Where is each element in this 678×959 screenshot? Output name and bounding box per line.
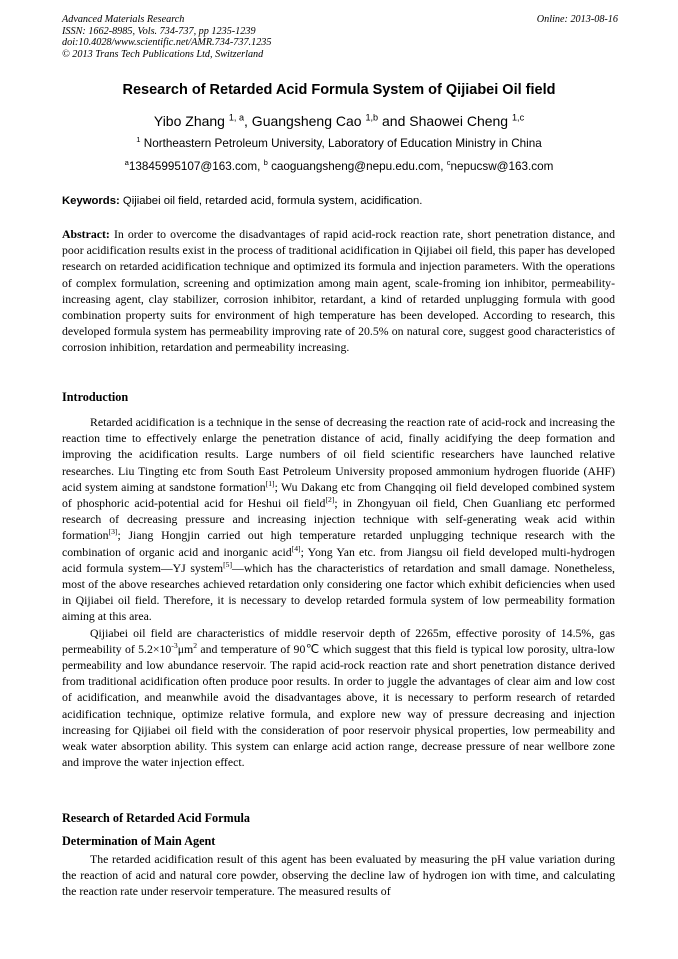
citation[interactable]: [1] [265, 478, 275, 488]
author-name: Yibo Zhang [153, 113, 229, 129]
abstract-text: In order to overcome the disadvantages of rapid acid-rock reaction rate, short penetration distance, and poor acidification results exist in the process of traditional acidification in Qijiabei oil field, this paper has developed research on retarded acidification technique and optimized its formula and injection parameters. With the operations of complex formulation, screening and optimization among main agent, scale-froming ion inhibitor, permeability-increasing agent, clay stabilizer, corrosion inhibitor, retardant, a kind of retarded unplugging formula with good combination property suits for environment of high temperature has been developed. According to research, this developed formula system has permeability improving rate of 20.5% on natural core, suggest good characteristics of corrosion inhibition, retardation and permeability increasing. [62, 227, 615, 355]
text-run: —which has the characteristics of retardation and small damage. Nonetheless, most of the above researches achieved retardation only considering one factor which exhibit deficiencies when used in Qijiabei oil field. Therefore, it is necessary to develop retarded formula system of low permeability formation aiming at this area. [62, 560, 615, 624]
affil-sup: 1 [136, 135, 141, 145]
citation[interactable]: [5] [223, 559, 233, 569]
keywords [62, 195, 618, 207]
author-name: , Guangsheng Cao [244, 113, 366, 129]
keywords-label: Keywords: [62, 195, 120, 207]
paragraph [62, 414, 615, 625]
affiliation [40, 137, 638, 150]
author-affil-sup: 1, a [228, 112, 245, 123]
paragraph [62, 625, 615, 771]
text-run: Retarded acidification is a technique in the sense of decreasing the reaction rate of acid-rock and increasing the reaction time to effectively enlarge the penetration distance of acid, finally acidifying the deep formation and improving the acidification results. Large numbers of oil field scientific researchers have launched relative researches. Liu Tingting etc from South East Petroleum University proposed ammonium hydrogen fluoride (AHF) acid system aiming at sandstone formation [62, 415, 615, 494]
author-affil-sup: 1,b [365, 112, 379, 123]
section-heading-research: Research of Retarded Acid Formula [62, 811, 250, 825]
text-run: Qijiabei oil field are characteristics of middle reservoir depth of 2265m, effective porosity of 14.5%, gas permeability of 5.2×10 [62, 625, 615, 656]
citation[interactable]: [3] [108, 527, 118, 537]
text-run: ; in Zhongyuan oil field, Chen Guanliang etc performed research of decreasing pressure and increasing injection technique with self-generating weak acid within formation [62, 496, 615, 543]
citation[interactable]: [2] [325, 495, 335, 505]
author-name: and Shaowei Cheng [378, 113, 512, 129]
email-link: caoguangsheng@nepu.edu.com, [267, 160, 447, 173]
copyright-line: © 2013 Trans Tech Publications Ltd, Switzerland [62, 48, 264, 60]
abstract-label: Abstract: [62, 227, 110, 241]
journal-name: Advanced Materials Research [62, 14, 185, 25]
author-list [40, 113, 638, 129]
paragraph: The retarded acidification result of this agent has been evaluated by measuring the pH value variation during the reaction of acid and natural core powder, observing the decline law of hydrogen ion with time, and calculating the reaction rate under reservoir temperature. The measured results of [62, 852, 615, 899]
affil-text: Northeastern Petroleum University, Laboratory of Education Ministry in China [140, 137, 542, 150]
online-date: Online: 2013-08-16 [536, 14, 618, 25]
section-heading-introduction: Introduction [62, 390, 129, 404]
email-sup: b [263, 158, 268, 168]
issn-line: ISSN: 1662-8985, Vols. 734-737, pp 1235-1239 [62, 25, 256, 37]
email-link: 13845995107@163.com, [128, 160, 264, 173]
abstract [62, 226, 615, 356]
journal-header [62, 14, 618, 60]
citation[interactable]: [4] [291, 543, 301, 553]
exponent: 2 [193, 640, 198, 650]
author-affil-sup: 1,c [511, 112, 525, 123]
section2-body [62, 851, 615, 900]
text-run: ; Wu Dakang etc from Changqing oil field developed combined system of phosphoric acid-potential acid for Heshui oil field [62, 479, 615, 511]
text-run: μm [177, 641, 194, 656]
email-sup: c [446, 158, 451, 168]
email-list [40, 160, 638, 173]
text-run: ; Jiang Hongjin carried out high temperature retarded unplugging technique research with the combination of organic acid and inorganic acid [62, 528, 615, 559]
exponent: -3 [171, 640, 178, 650]
paper-title: Research of Retarded Acid Formula System of Qijiabei Oil field [122, 82, 556, 98]
email-link: nepucsw@163.com [450, 160, 554, 173]
keywords-text: Qijiabei oil field, retarded acid, formula system, acidification. [119, 195, 423, 207]
text-run: ; Yong Yan etc. from Jiangsu oil field developed multi-hydrogen acid formula system—YJ system [62, 544, 615, 575]
email-sup: a [124, 158, 129, 168]
introduction-body [62, 414, 615, 770]
text-run: and temperature of 90℃ which suggest that this field is typical low porosity, ultra-low permeability and low abundance reservoir. The rapid acid-rock reaction rate and short penetration distance derived from traditional acidification often produce poor results. In order to juggle the advantages of clear aim and low cost of acidification, and meanwhile avoid the disadvantages above, it is necessary to perform research of retarded acidification technique, optimize relative formula, and explore new way of pressure decreasing and injection increasing for Qijiabei oil field with the consideration of poor reservoir physical properties, low permeability and weak water absorption ability. This system can enlarge acid action range, decrease pressure of near wellbore zone and improve the water injection effect. [62, 641, 615, 770]
subsection-heading-main-agent: Determination of Main Agent [62, 834, 216, 848]
doi-line: doi:10.4028/www.scientific.net/AMR.734-737.1235 [62, 37, 272, 49]
